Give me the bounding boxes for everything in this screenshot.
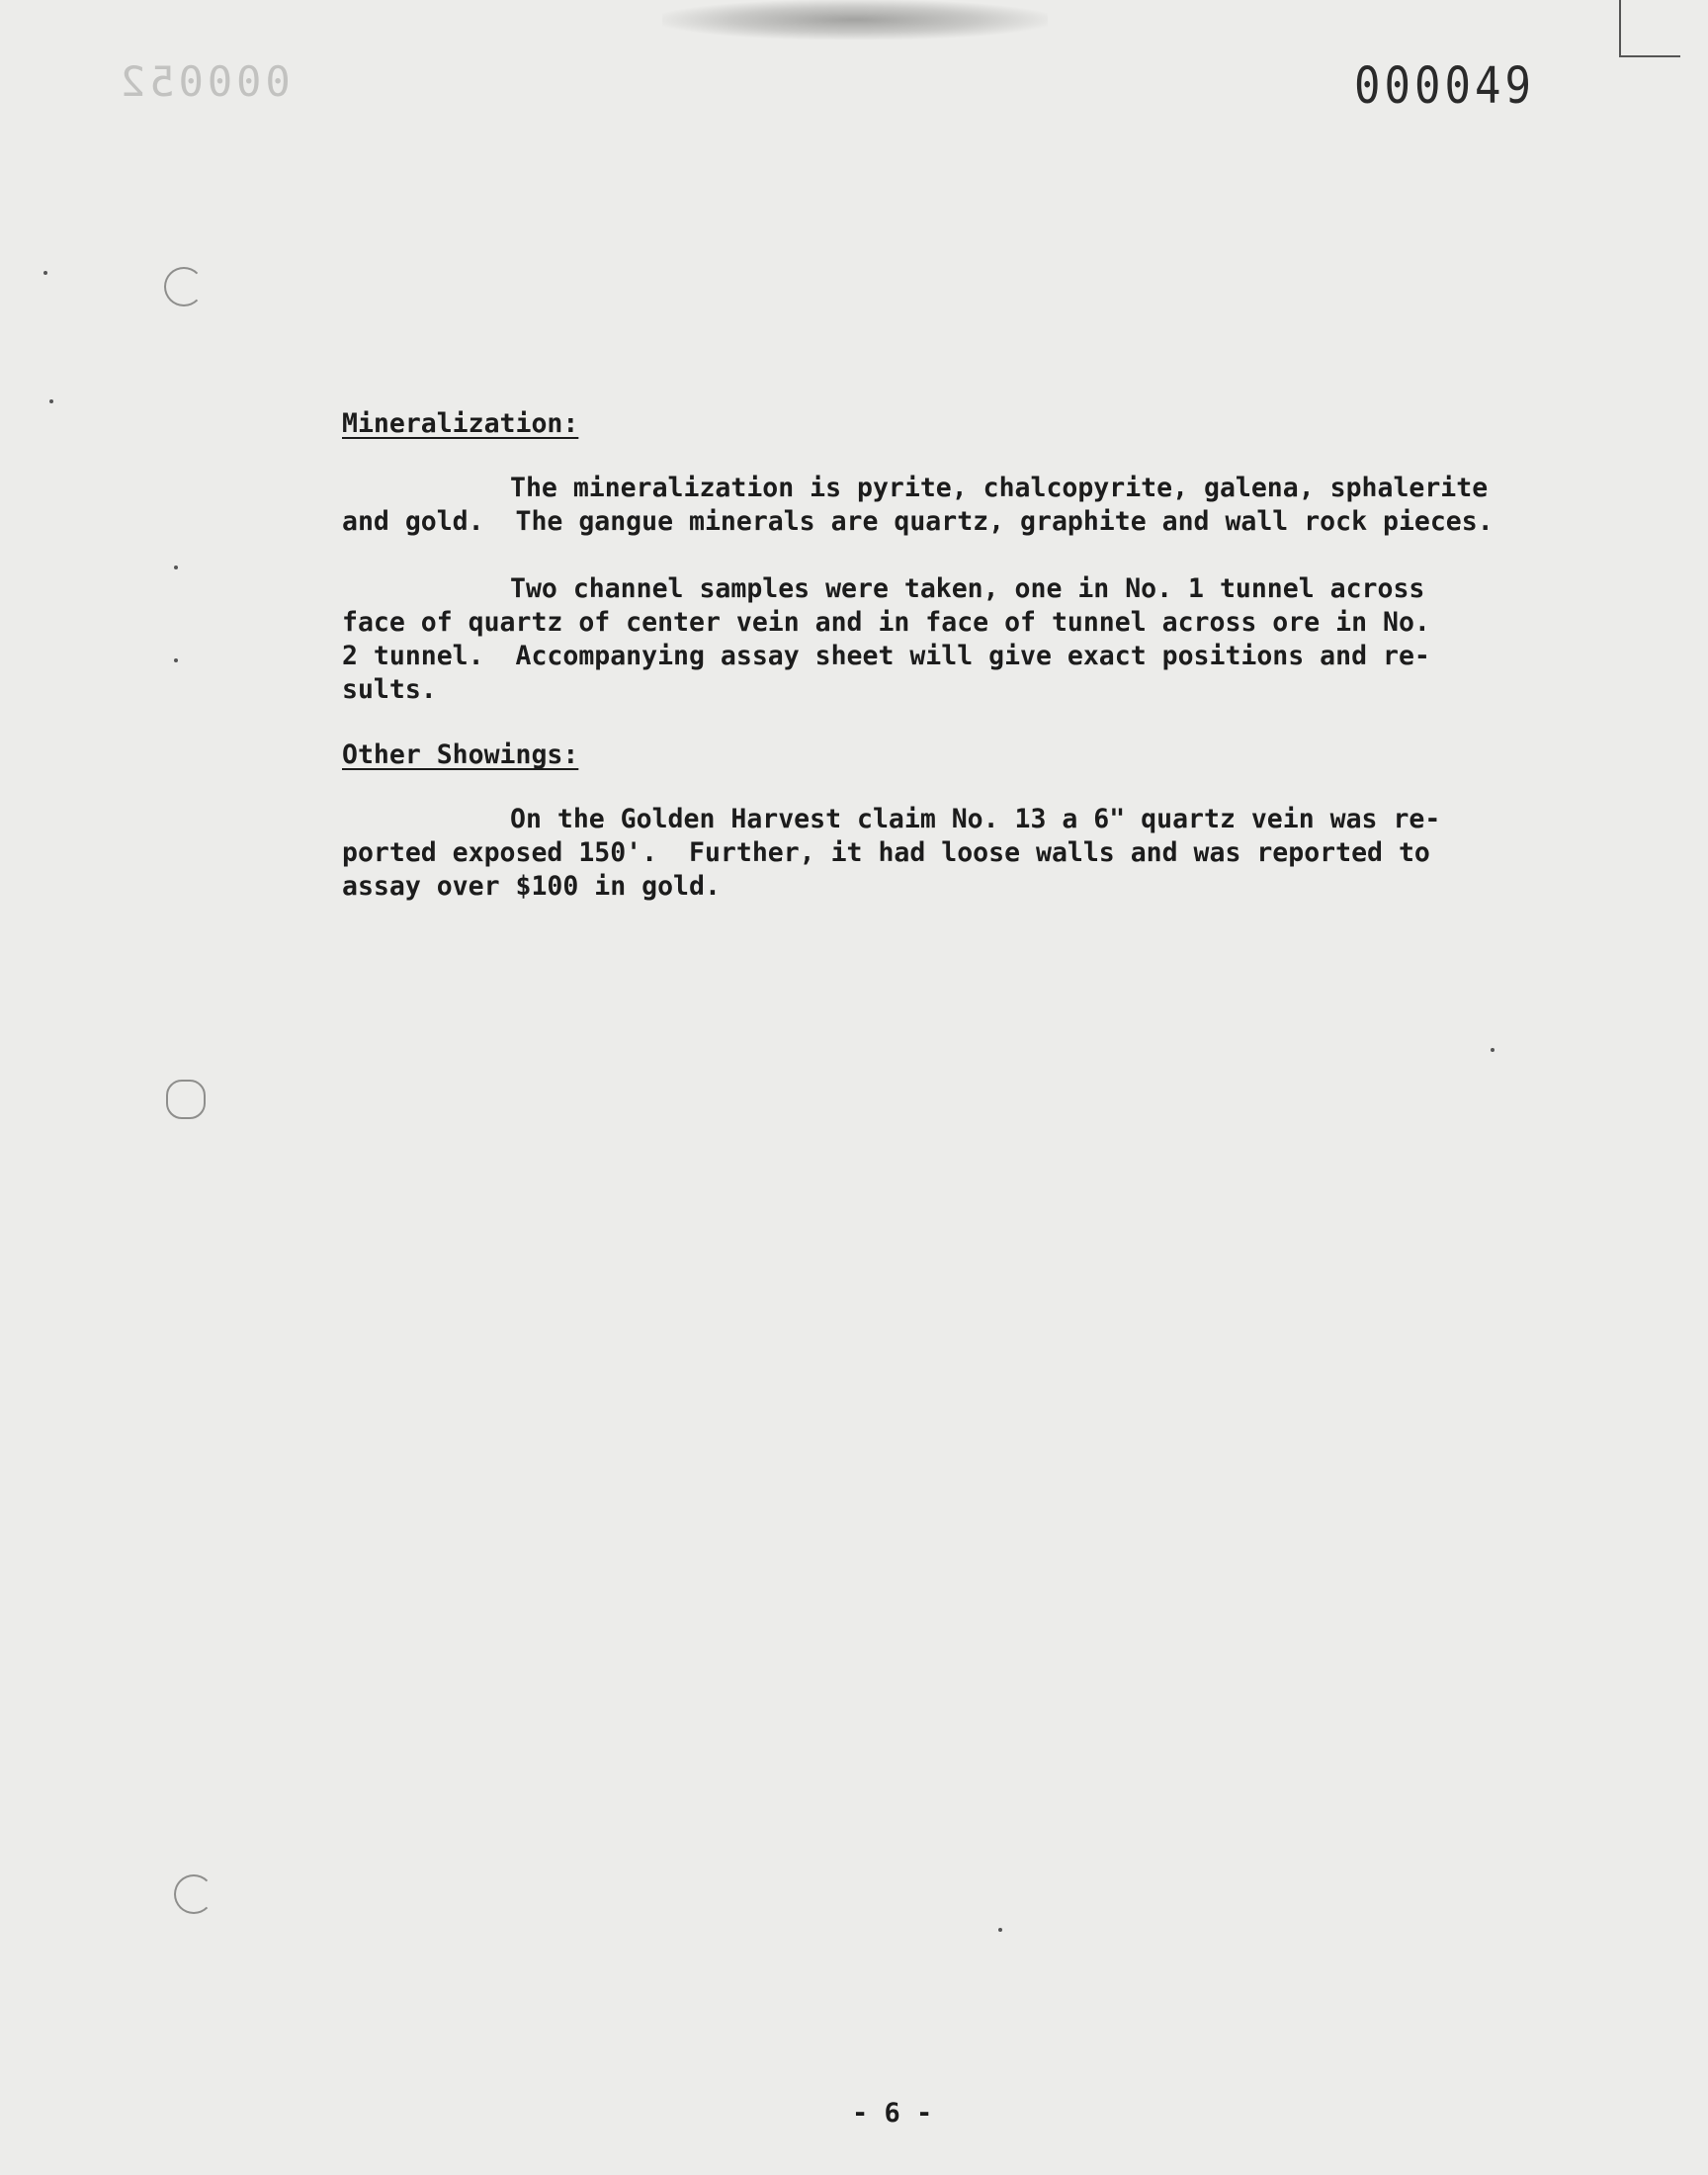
text-line: face of quartz of center vein and in face of tunnel across ore in No. — [342, 607, 1430, 638]
scan-speck — [998, 1928, 1002, 1932]
scan-speck — [174, 566, 178, 569]
text-line: Two channel samples were taken, one in No. 1 tunnel across — [510, 573, 1425, 604]
text-line: On the Golden Harvest claim No. 13 a 6" quartz vein was re- — [510, 804, 1441, 834]
scan-smudge — [662, 0, 1048, 40]
text-line: sults. — [342, 674, 437, 705]
text-line: The mineralization is pyrite, chalcopyrite, galena, sphalerite — [510, 473, 1489, 503]
section-other-showings — [342, 739, 1578, 904]
corner-bracket-mark — [1619, 0, 1680, 57]
punch-hole-icon — [164, 267, 204, 306]
paragraph — [342, 803, 1578, 904]
document-stamp-number: 000049 — [1354, 57, 1535, 116]
section-heading: Other Showings: — [342, 740, 579, 770]
page-number: - 6 - — [852, 2098, 933, 2129]
text-line: and gold. The gangue minerals are quartz, graphite and wall rock pieces. — [342, 506, 1494, 537]
text-line: assay over $100 in gold. — [342, 871, 721, 902]
punch-hole-icon — [174, 1874, 214, 1914]
scan-speck — [49, 399, 53, 403]
text-line: 2 tunnel. Accompanying assay sheet will give exact positions and re- — [342, 641, 1430, 671]
section-mineralization — [342, 407, 1578, 707]
bleed-through-stamp-number: 000052 — [117, 57, 291, 106]
paragraph — [342, 572, 1578, 707]
scan-speck — [1491, 1048, 1494, 1052]
punch-hole-icon — [166, 1080, 206, 1119]
document-body — [342, 407, 1578, 904]
text-line: ported exposed 150'. Further, it had loose walls and was reported to — [342, 837, 1430, 868]
section-heading: Mineralization: — [342, 408, 579, 439]
paragraph — [342, 472, 1578, 539]
scan-speck — [174, 658, 178, 662]
scan-speck — [43, 271, 47, 275]
